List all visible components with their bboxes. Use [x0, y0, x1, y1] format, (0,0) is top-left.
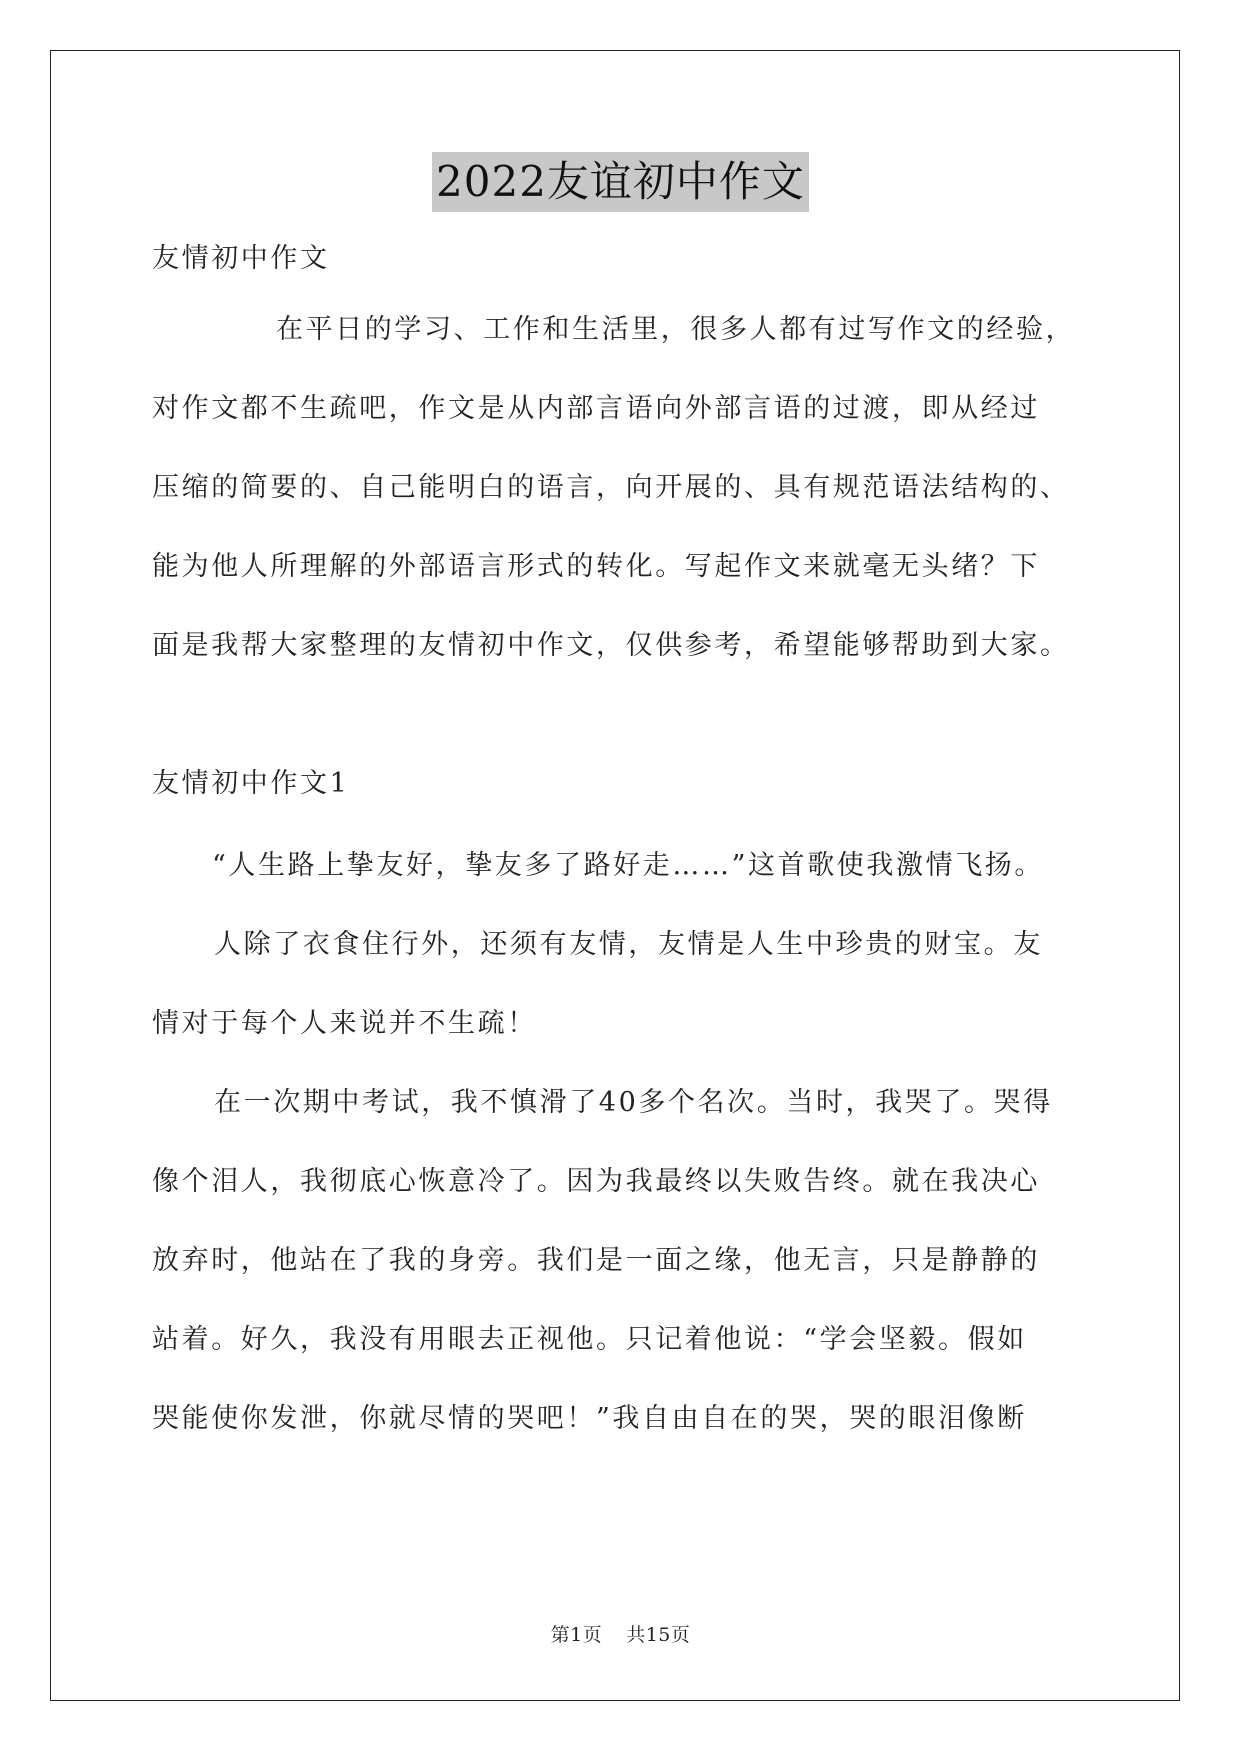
- paragraph-line: 在一次期中考试，我不慎滑了40多个名次。当时，我哭了。哭得: [214, 1087, 1053, 1118]
- paragraph-line: 情对于每个人来说并不生疏！: [152, 1008, 537, 1039]
- title-container: [0, 152, 1241, 212]
- paragraph-line: 人除了衣食住行外，还须有友情，友情是人生中珍贵的财宝。友: [214, 929, 1043, 960]
- paragraph-line: 哭能使你发泄，你就尽情的哭吧！”我自由自在的哭，哭的眼泪像断: [152, 1403, 1027, 1434]
- paragraph-line: 像个泪人，我彻底心恢意冷了。因为我最终以失败告终。就在我决心: [152, 1166, 1040, 1197]
- page-total: 共15页: [626, 1624, 691, 1646]
- paragraph-line: 在平日的学习、工作和生活里，很多人都有过写作文的经验，: [276, 314, 1076, 345]
- document-title: 2022友谊初中作文: [432, 152, 809, 212]
- page-footer: [0, 1620, 1241, 1647]
- paragraph-line: 压缩的简要的、自己能明白的语言，向开展的、具有规范语法结构的、: [152, 472, 1070, 503]
- section-heading: 友情初中作文: [152, 243, 330, 274]
- paragraph-line: 站着。好久，我没有用眼去正视他。只记着他说：“学会坚毅。假如: [152, 1324, 1027, 1355]
- paragraph-line: 放弃时，他站在了我的身旁。我们是一面之缘，他无言，只是静静的: [152, 1245, 1040, 1276]
- page-number: 第1页: [550, 1624, 603, 1646]
- paragraph-line: 面是我帮大家整理的友情初中作文，仅供参考，希望能够帮助到大家。: [152, 630, 1070, 661]
- section-heading: 友情初中作文1: [152, 768, 350, 799]
- paragraph-line: 能为他人所理解的外部语言形式的转化。写起作文来就毫无头绪？下: [152, 551, 1040, 582]
- paragraph-line: 对作文都不生疏吧，作文是从内部言语向外部言语的过渡，即从经过: [152, 393, 1040, 424]
- paragraph-line: “人生路上挚友好，挚友多了路好走……”这首歌使我激情飞扬。: [212, 850, 1045, 881]
